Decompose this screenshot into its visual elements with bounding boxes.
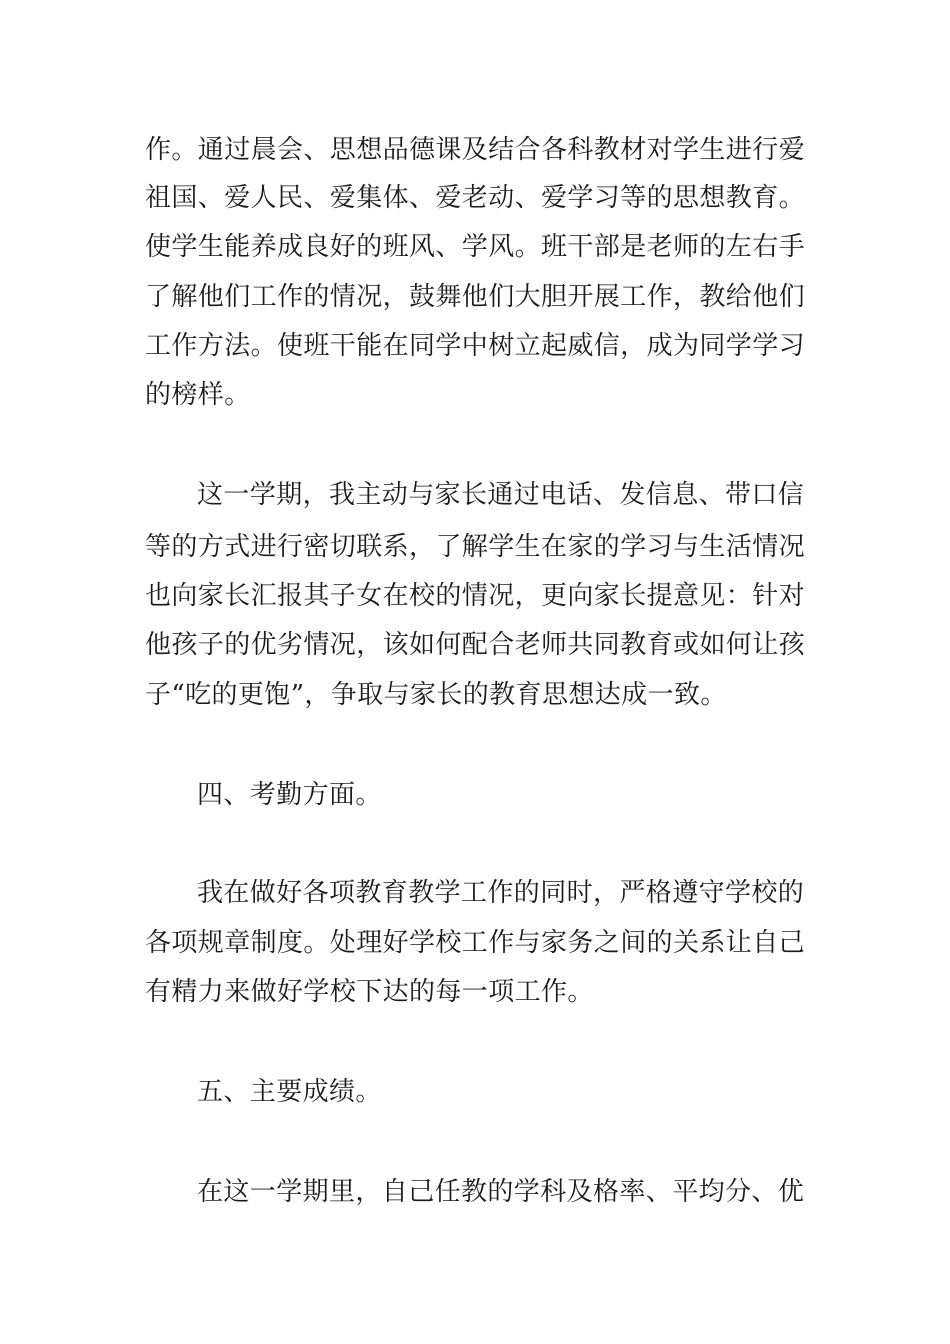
paragraph-line: 子“吃的更饱”，争取与家长的教育思想达成一致。 <box>145 680 727 710</box>
paragraph-line: 这一学期，我主动与家长通过电话、发信息、带口信 <box>197 480 805 510</box>
paragraph-line: 有精力来做好学校下达的每一项工作。 <box>145 977 594 1007</box>
section-heading: 四、考勤方面。 <box>197 780 382 810</box>
section-heading: 五、主要成绩。 <box>197 1077 382 1107</box>
paragraph-line: 使学生能养成良好的班风、学风。班干部是老师的左右手 <box>145 232 806 262</box>
paragraph-line: 等的方式进行密切联系，了解学生在家的学习与生活情况 <box>145 532 806 562</box>
paragraph-line: 作。通过晨会、思想品德课及结合各科教材对学生进行爱 <box>145 135 806 165</box>
paragraph-line: 他孩子的优劣情况，该如何配合老师共同教育或如何让孩 <box>145 630 806 660</box>
paragraph-line: 工作方法。使班干能在同学中树立起威信，成为同学学习 <box>145 331 806 361</box>
paragraph-line: 在这一学期里，自己任教的学科及格率、平均分、优 <box>197 1177 805 1207</box>
paragraph-line: 各项规章制度。处理好学校工作与家务之间的关系让自己 <box>145 928 806 958</box>
paragraph-line: 的榜样。 <box>145 380 251 410</box>
paragraph-line: 我在做好各项教育教学工作的同时，严格遵守学校的 <box>197 878 805 908</box>
paragraph-line: 祖国、爱人民、爱集体、爱老动、爱学习等的思想教育。 <box>145 183 806 213</box>
paragraph-line: 也向家长汇报其子女在校的情况，更向家长提意见：针对 <box>145 581 806 611</box>
paragraph-line: 了解他们工作的情况，鼓舞他们大胆开展工作，教给他们 <box>145 282 806 312</box>
